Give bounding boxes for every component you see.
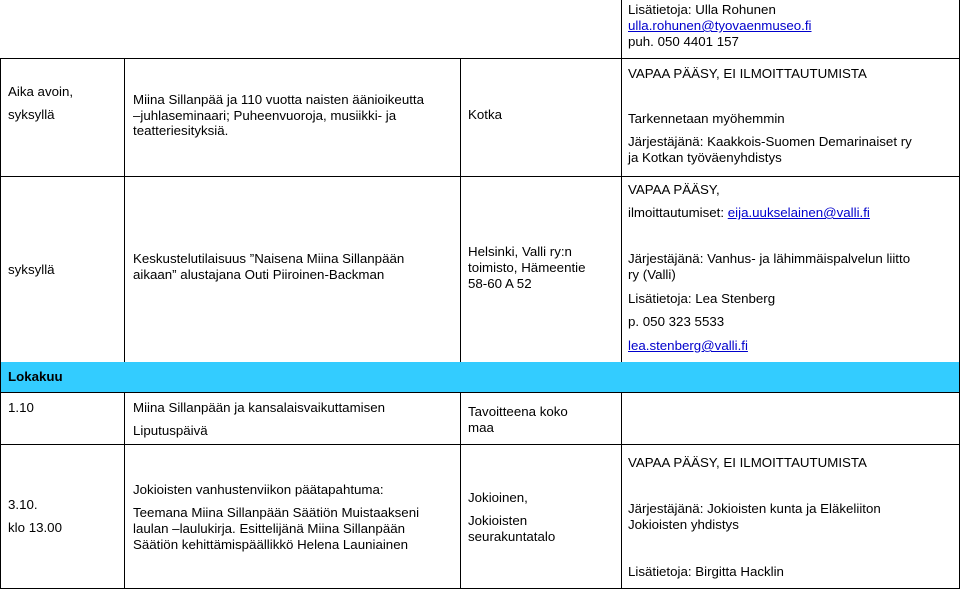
event-info: Lisätietoja: Lea Stenberg (628, 291, 776, 306)
row-divider (0, 58, 960, 59)
event-description: aikaan” alustajana Outi Piiroinen-Backman (133, 267, 385, 282)
event-date: syksyllä (8, 262, 55, 277)
section-header-bar (1, 362, 959, 392)
column-divider (124, 58, 125, 363)
contact-email-link[interactable]: ulla.rohunen@tyovaenmuseo.fi (628, 18, 812, 33)
event-date: syksyllä (8, 107, 55, 122)
event-description: Miina Sillanpää ja 110 vuotta naisten äänioikeutta (133, 92, 425, 107)
event-place: Helsinki, Valli ry:n (468, 244, 572, 259)
event-info: Jokioisten yhdistys (628, 517, 739, 532)
event-place: maa (468, 420, 494, 435)
row-divider (0, 444, 960, 445)
row-divider (0, 176, 960, 177)
event-info: ry (Valli) (628, 267, 676, 282)
event-info: VAPAA PÄÄSY, (628, 182, 720, 197)
event-info: VAPAA PÄÄSY, EI ILMOITTAUTUMISTA (628, 455, 867, 470)
event-place: Jokioinen, (468, 490, 528, 505)
event-date: Aika avoin, (8, 84, 74, 99)
event-info (628, 205, 870, 221)
row-divider (0, 588, 960, 589)
event-description: –juhlaseminaari; Puheenvuoroja, musiikki- ja (133, 108, 397, 123)
registration-email-link[interactable]: eija.uukselainen@valli.fi (727, 205, 870, 220)
event-description: Liputuspäivä (133, 423, 208, 438)
column-divider (621, 0, 622, 59)
event-info: Järjestäjänä: Vanhus- ja lähimmäispalvelun liitto (628, 251, 911, 266)
event-info: Tarkennetaan myöhemmin (628, 111, 785, 126)
column-divider (460, 58, 461, 363)
event-place: toimisto, Hämeentie (468, 260, 586, 275)
event-info: ja Kotkan työväenyhdistys (628, 150, 782, 165)
event-description: Säätiön kehittämispäällikkö Helena Launiainen (133, 537, 408, 552)
event-description: laulan –laulukirja. Esittelijänä Miina Sillanpään (133, 521, 406, 536)
event-place: Jokioisten (468, 513, 528, 528)
event-place: 58-60 A 52 (468, 276, 532, 291)
contact-phone: puh. 050 4401 157 (628, 34, 739, 49)
event-date: 3.10. (8, 497, 38, 512)
contact-email-link[interactable]: lea.stenberg@valli.fi (628, 338, 748, 353)
event-description: teatteriesityksiä. (133, 123, 229, 138)
column-divider (621, 392, 622, 589)
registration-label: ilmoittautumiset: (628, 205, 728, 220)
column-divider (621, 58, 622, 363)
event-place: Tavoitteena koko (468, 404, 568, 419)
event-description: Miina Sillanpään ja kansalaisvaikuttamisen (133, 400, 386, 415)
event-info: Järjestäjänä: Jokioisten kunta ja Eläkeliiton (628, 501, 881, 516)
section-title: Lokakuu (8, 369, 63, 384)
event-date: 1.10 (8, 400, 34, 415)
row-divider (0, 392, 960, 393)
event-place: Kotka (468, 107, 503, 122)
contact-label: Lisätietoja: Ulla Rohunen (628, 2, 776, 17)
event-description: Keskustelutilaisuus ”Naisena Miina Sillanpään (133, 251, 405, 266)
event-info: Järjestäjänä: Kaakkois-Suomen Demarinaiset ry (628, 134, 912, 149)
table-border-left (0, 58, 1, 589)
event-description: Teemana Miina Sillanpään Säätiön Muistaakseni (133, 505, 420, 520)
event-place: seurakuntatalo (468, 529, 556, 544)
column-divider (460, 392, 461, 589)
event-info: Lisätietoja: Birgitta Hacklin (628, 564, 784, 579)
event-description: Jokioisten vanhustenviikon päätapahtuma: (133, 482, 384, 497)
event-date: klo 13.00 (8, 520, 62, 535)
event-info: p. 050 323 5533 (628, 314, 725, 329)
event-info: VAPAA PÄÄSY, EI ILMOITTAUTUMISTA (628, 66, 867, 81)
column-divider (124, 392, 125, 589)
